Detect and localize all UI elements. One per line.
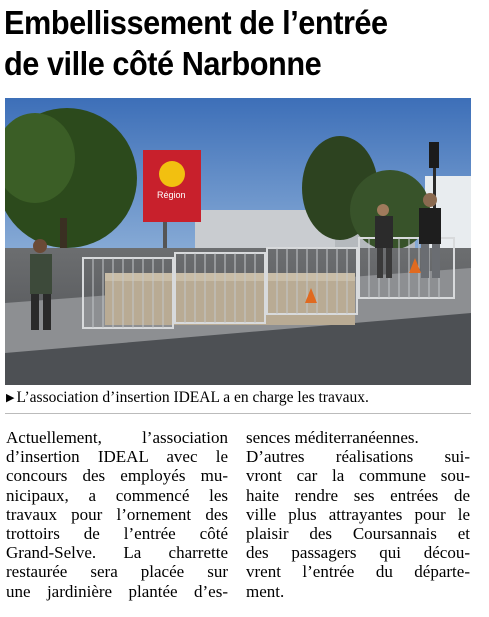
- region-sign-text: Région: [157, 190, 186, 200]
- article-line: des passagers qui décou-: [246, 543, 470, 563]
- photo-caption: [6, 389, 476, 407]
- news-photo: [5, 98, 471, 385]
- caption-text: L’association d’insertion IDEAL a en charge les travaux.: [16, 389, 369, 406]
- article-line: plaisir des Coursannais et: [246, 524, 470, 544]
- article-line: vrent l’entrée du départe-: [246, 562, 470, 582]
- article-line: restaurée sera placée sur: [6, 562, 228, 582]
- article-line: D’autres réalisations sui-: [246, 447, 470, 467]
- article-line: concours des employés mu-: [6, 466, 228, 486]
- article-column-2: [246, 428, 470, 601]
- headline-line-2: de ville côté Narbonne: [4, 45, 322, 82]
- article-column-1: [6, 428, 228, 601]
- article-line: sences méditerranéennes.: [246, 428, 419, 447]
- headline: [4, 2, 450, 84]
- article-line: trottoirs de l’entrée côté: [6, 524, 228, 544]
- article-line: nicipaux, a commencé les: [6, 485, 228, 505]
- photo-illustration: [5, 98, 471, 385]
- article-line: vront car la commune sou-: [246, 466, 470, 486]
- article-line: une jardinière plantée d’es-: [6, 581, 228, 601]
- article-line: ville plus attrayantes pour le: [246, 504, 470, 524]
- region-sign-emblem: [159, 161, 185, 187]
- caption-marker-icon: ▶: [6, 392, 15, 404]
- article-line: haite rendre ses entrées de: [246, 485, 470, 505]
- caption-divider: [5, 413, 471, 414]
- traffic-light: [429, 142, 439, 168]
- article-line: ment.: [246, 581, 285, 601]
- article-line: travaux pour l’ornement des: [6, 504, 228, 524]
- article-line: Actuellement, l’association: [6, 428, 228, 447]
- article-line: d’insertion IDEAL avec le: [6, 447, 228, 467]
- headline-line-1: Embellissement de l’entrée: [4, 4, 388, 41]
- article-line: Grand-Selve. La charrette: [6, 543, 228, 563]
